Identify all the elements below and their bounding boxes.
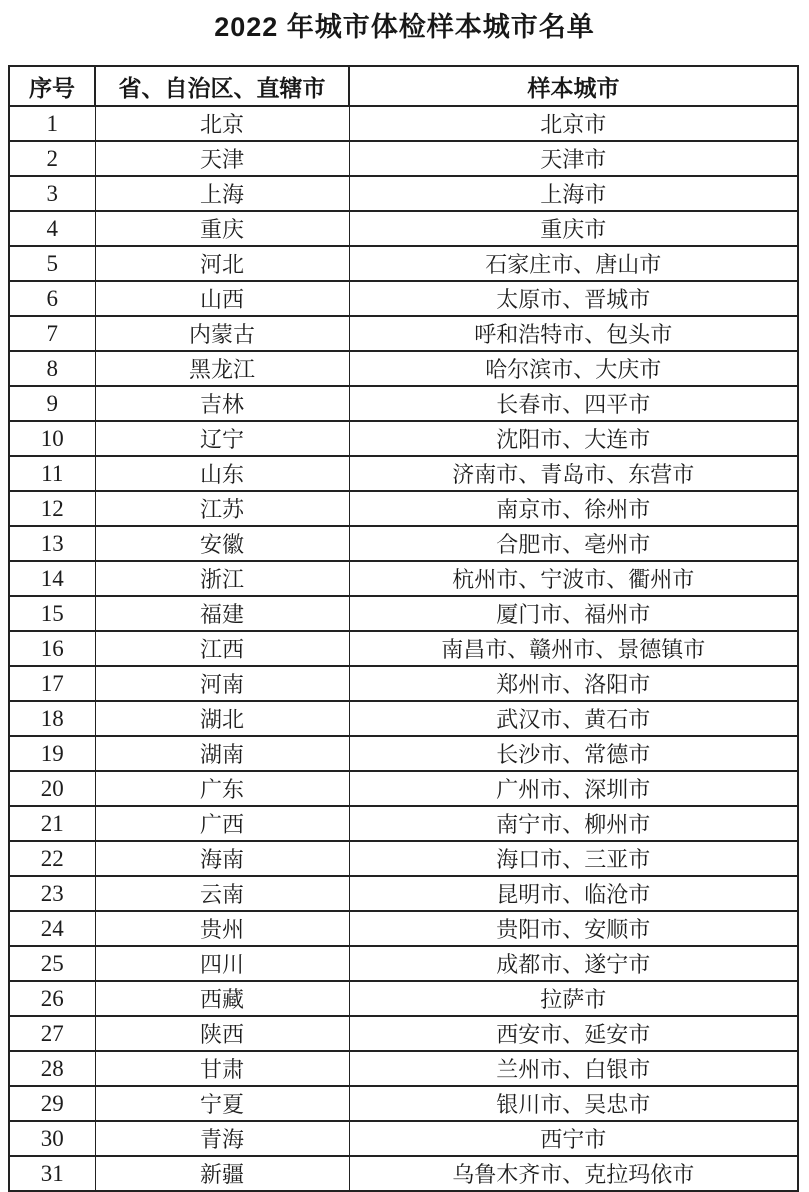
row-region-cell: 湖南: [95, 736, 349, 771]
row-region-cell: 广西: [95, 806, 349, 841]
row-region-cell: 山西: [95, 281, 349, 316]
row-cities-cell: 拉萨市: [349, 981, 798, 1016]
row-index-cell: 25: [9, 946, 95, 981]
table-body: [9, 106, 798, 1191]
table-row: [9, 911, 798, 946]
table-row: [9, 806, 798, 841]
row-index-cell: 18: [9, 701, 95, 736]
row-index-cell: 19: [9, 736, 95, 771]
row-region-cell: 河北: [95, 246, 349, 281]
row-cities-cell: 昆明市、临沧市: [349, 876, 798, 911]
row-region-cell: 内蒙古: [95, 316, 349, 351]
row-cities-cell: 北京市: [349, 106, 798, 141]
row-cities-cell: 太原市、晋城市: [349, 281, 798, 316]
table-row: [9, 281, 798, 316]
row-cities-cell: 天津市: [349, 141, 798, 176]
header-row: [9, 66, 798, 106]
row-region-cell: 新疆: [95, 1156, 349, 1191]
table-row: [9, 596, 798, 631]
row-index-cell: 28: [9, 1051, 95, 1086]
table-row: [9, 106, 798, 141]
table-row: [9, 771, 798, 806]
row-cities-cell: 呼和浩特市、包头市: [349, 316, 798, 351]
table-row: [9, 701, 798, 736]
row-index-cell: 15: [9, 596, 95, 631]
row-cities-cell: 海口市、三亚市: [349, 841, 798, 876]
row-cities-cell: 武汉市、黄石市: [349, 701, 798, 736]
row-region-cell: 吉林: [95, 386, 349, 421]
row-region-cell: 广东: [95, 771, 349, 806]
table-row: [9, 666, 798, 701]
row-index-cell: 26: [9, 981, 95, 1016]
sample-city-table-container: [8, 65, 797, 1192]
table-header: [9, 66, 798, 106]
row-index-cell: 12: [9, 491, 95, 526]
row-index-cell: 2: [9, 141, 95, 176]
row-region-cell: 重庆: [95, 211, 349, 246]
row-index-cell: 13: [9, 526, 95, 561]
row-index-cell: 14: [9, 561, 95, 596]
table-row: [9, 491, 798, 526]
table-row: [9, 841, 798, 876]
row-index-cell: 8: [9, 351, 95, 386]
table-row: [9, 246, 798, 281]
row-index-cell: 9: [9, 386, 95, 421]
row-index-cell: 21: [9, 806, 95, 841]
row-cities-cell: 上海市: [349, 176, 798, 211]
header-cell-index: 序号: [9, 66, 95, 106]
table-row: [9, 1156, 798, 1191]
row-index-cell: 29: [9, 1086, 95, 1121]
row-cities-cell: 南宁市、柳州市: [349, 806, 798, 841]
row-cities-cell: 成都市、遂宁市: [349, 946, 798, 981]
row-cities-cell: 合肥市、亳州市: [349, 526, 798, 561]
row-index-cell: 31: [9, 1156, 95, 1191]
row-index-cell: 6: [9, 281, 95, 316]
row-cities-cell: 西安市、延安市: [349, 1016, 798, 1051]
row-region-cell: 黑龙江: [95, 351, 349, 386]
row-region-cell: 安徽: [95, 526, 349, 561]
row-index-cell: 20: [9, 771, 95, 806]
row-cities-cell: 南昌市、赣州市、景德镇市: [349, 631, 798, 666]
table-row: [9, 736, 798, 771]
row-cities-cell: 石家庄市、唐山市: [349, 246, 798, 281]
row-index-cell: 1: [9, 106, 95, 141]
row-region-cell: 北京: [95, 106, 349, 141]
row-cities-cell: 郑州市、洛阳市: [349, 666, 798, 701]
table-row: [9, 561, 798, 596]
row-cities-cell: 济南市、青岛市、东营市: [349, 456, 798, 491]
table-row: [9, 526, 798, 561]
row-cities-cell: 银川市、吴忠市: [349, 1086, 798, 1121]
row-region-cell: 山东: [95, 456, 349, 491]
table-row: [9, 946, 798, 981]
row-region-cell: 江苏: [95, 491, 349, 526]
row-index-cell: 17: [9, 666, 95, 701]
row-index-cell: 22: [9, 841, 95, 876]
row-region-cell: 福建: [95, 596, 349, 631]
row-region-cell: 甘肃: [95, 1051, 349, 1086]
row-index-cell: 30: [9, 1121, 95, 1156]
row-index-cell: 5: [9, 246, 95, 281]
table-row: [9, 1016, 798, 1051]
row-region-cell: 西藏: [95, 981, 349, 1016]
page-title: 2022 年城市体检样本城市名单: [214, 12, 595, 42]
header-cell-region: 省、自治区、直辖市: [95, 66, 349, 106]
table-row: [9, 421, 798, 456]
table-row: [9, 141, 798, 176]
header-cell-sample-cities: 样本城市: [349, 66, 798, 106]
table-row: [9, 981, 798, 1016]
table-row: [9, 456, 798, 491]
row-region-cell: 贵州: [95, 911, 349, 946]
row-index-cell: 27: [9, 1016, 95, 1051]
sample-city-table: [8, 65, 799, 1192]
row-cities-cell: 沈阳市、大连市: [349, 421, 798, 456]
row-region-cell: 辽宁: [95, 421, 349, 456]
row-index-cell: 23: [9, 876, 95, 911]
row-region-cell: 陕西: [95, 1016, 349, 1051]
table-row: [9, 876, 798, 911]
row-region-cell: 湖北: [95, 701, 349, 736]
row-region-cell: 青海: [95, 1121, 349, 1156]
row-cities-cell: 贵阳市、安顺市: [349, 911, 798, 946]
row-cities-cell: 兰州市、白银市: [349, 1051, 798, 1086]
row-region-cell: 上海: [95, 176, 349, 211]
row-index-cell: 7: [9, 316, 95, 351]
row-region-cell: 云南: [95, 876, 349, 911]
row-cities-cell: 乌鲁木齐市、克拉玛依市: [349, 1156, 798, 1191]
table-row: [9, 211, 798, 246]
row-cities-cell: 西宁市: [349, 1121, 798, 1156]
row-region-cell: 四川: [95, 946, 349, 981]
row-index-cell: 11: [9, 456, 95, 491]
row-cities-cell: 厦门市、福州市: [349, 596, 798, 631]
row-cities-cell: 杭州市、宁波市、衢州市: [349, 561, 798, 596]
table-row: [9, 351, 798, 386]
row-region-cell: 浙江: [95, 561, 349, 596]
table-row: [9, 386, 798, 421]
table-row: [9, 176, 798, 211]
row-cities-cell: 长沙市、常德市: [349, 736, 798, 771]
row-cities-cell: 广州市、深圳市: [349, 771, 798, 806]
row-region-cell: 江西: [95, 631, 349, 666]
row-index-cell: 4: [9, 211, 95, 246]
table-row: [9, 316, 798, 351]
row-cities-cell: 南京市、徐州市: [349, 491, 798, 526]
row-cities-cell: 长春市、四平市: [349, 386, 798, 421]
row-region-cell: 宁夏: [95, 1086, 349, 1121]
row-index-cell: 24: [9, 911, 95, 946]
table-row: [9, 1051, 798, 1086]
table-row: [9, 631, 798, 666]
row-region-cell: 河南: [95, 666, 349, 701]
row-region-cell: 天津: [95, 141, 349, 176]
table-row: [9, 1086, 798, 1121]
row-index-cell: 3: [9, 176, 95, 211]
row-index-cell: 16: [9, 631, 95, 666]
row-index-cell: 10: [9, 421, 95, 456]
row-region-cell: 海南: [95, 841, 349, 876]
row-cities-cell: 重庆市: [349, 211, 798, 246]
table-row: [9, 1121, 798, 1156]
row-cities-cell: 哈尔滨市、大庆市: [349, 351, 798, 386]
